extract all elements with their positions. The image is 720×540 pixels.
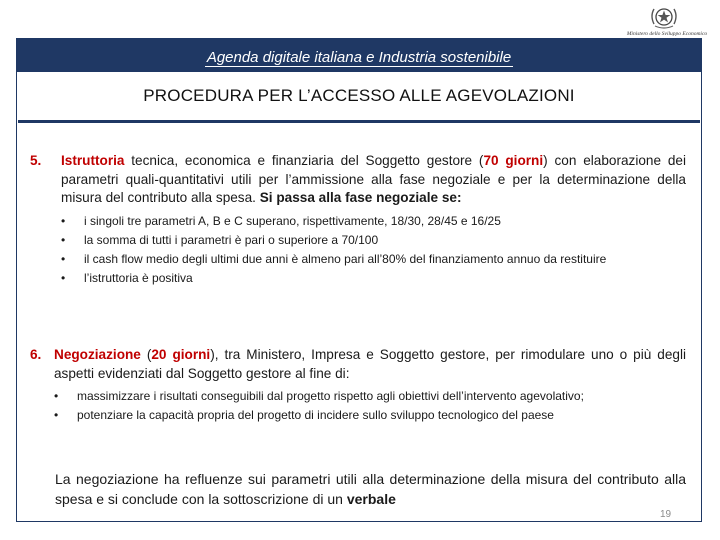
closing-paragraph xyxy=(55,469,686,509)
step-number: 5. xyxy=(30,153,42,168)
step-text-b: ), tra Ministero, Impresa e Soggetto gestore, per rimodulare uno o più degli aspetti evidenziati dal Soggetto gestore al fine di: xyxy=(54,347,686,381)
banner-title: Agenda digitale italiana e Industria sostenibile xyxy=(206,49,512,66)
list-item: • massimizzare i risultati conseguibili dal progetto rispetto agli obiettivi dell’intervento agevolativo; xyxy=(54,387,686,406)
procedure-step-istruttoria xyxy=(30,152,686,288)
list-item: • l’istruttoria è positiva xyxy=(61,269,686,288)
step-text-a: tecnica, economica e finanziaria del Soggetto gestore ( xyxy=(124,153,484,168)
step-text-b: ) con elaborazione dei parametri quali-quantitativi utili per l’ammissione alla fase negoziale e per la determinazione della misura del contributo alla spesa. xyxy=(61,153,686,205)
section-banner xyxy=(16,38,702,72)
ministry-caption: Ministero dello Sviluppo Economico xyxy=(626,31,708,37)
step-duration: 20 giorni xyxy=(151,347,211,362)
step-duration: 70 giorni xyxy=(483,153,544,168)
step-text xyxy=(61,152,686,208)
title-divider xyxy=(18,120,700,123)
step-keyword: Negoziazione xyxy=(54,347,141,362)
step-text-a: ( xyxy=(140,347,152,362)
closing-text: La negoziazione ha refluenze sui parametri utili alla determinazione della misura del contributo alla spesa e si conclude con la sottoscrizione di un xyxy=(55,471,686,507)
step-text xyxy=(54,346,686,383)
step-condition-colon: : xyxy=(456,190,462,205)
closing-bold: verbale xyxy=(346,491,396,507)
list-item: • la somma di tutti i parametri è pari o superiore a 70/100 xyxy=(61,231,686,250)
step-keyword: Istruttoria xyxy=(61,153,125,168)
procedure-step-negoziazione xyxy=(30,346,686,425)
italian-republic-emblem-icon xyxy=(648,4,680,30)
step-number: 6. xyxy=(30,347,42,362)
negotiation-goals-list xyxy=(54,387,686,425)
page-number: 19 xyxy=(660,509,672,520)
admission-conditions-list xyxy=(61,212,686,288)
list-item: • potenziare la capacità propria del progetto di incidere sullo sviluppo tecnologico del paese xyxy=(54,406,686,425)
list-item: • il cash flow medio degli ultimi due anni è almeno pari all’80% del finanziamento annuo da restituire xyxy=(61,250,686,269)
step-condition-lead: Si passa alla fase negoziale se xyxy=(259,190,457,205)
page-title: PROCEDURA PER L’ACCESSO ALLE AGEVOLAZIONI xyxy=(143,86,575,105)
list-item: • i singoli tre parametri A, B e C superano, rispettivamente, 18/30, 28/45 e 16/25 xyxy=(61,212,686,231)
